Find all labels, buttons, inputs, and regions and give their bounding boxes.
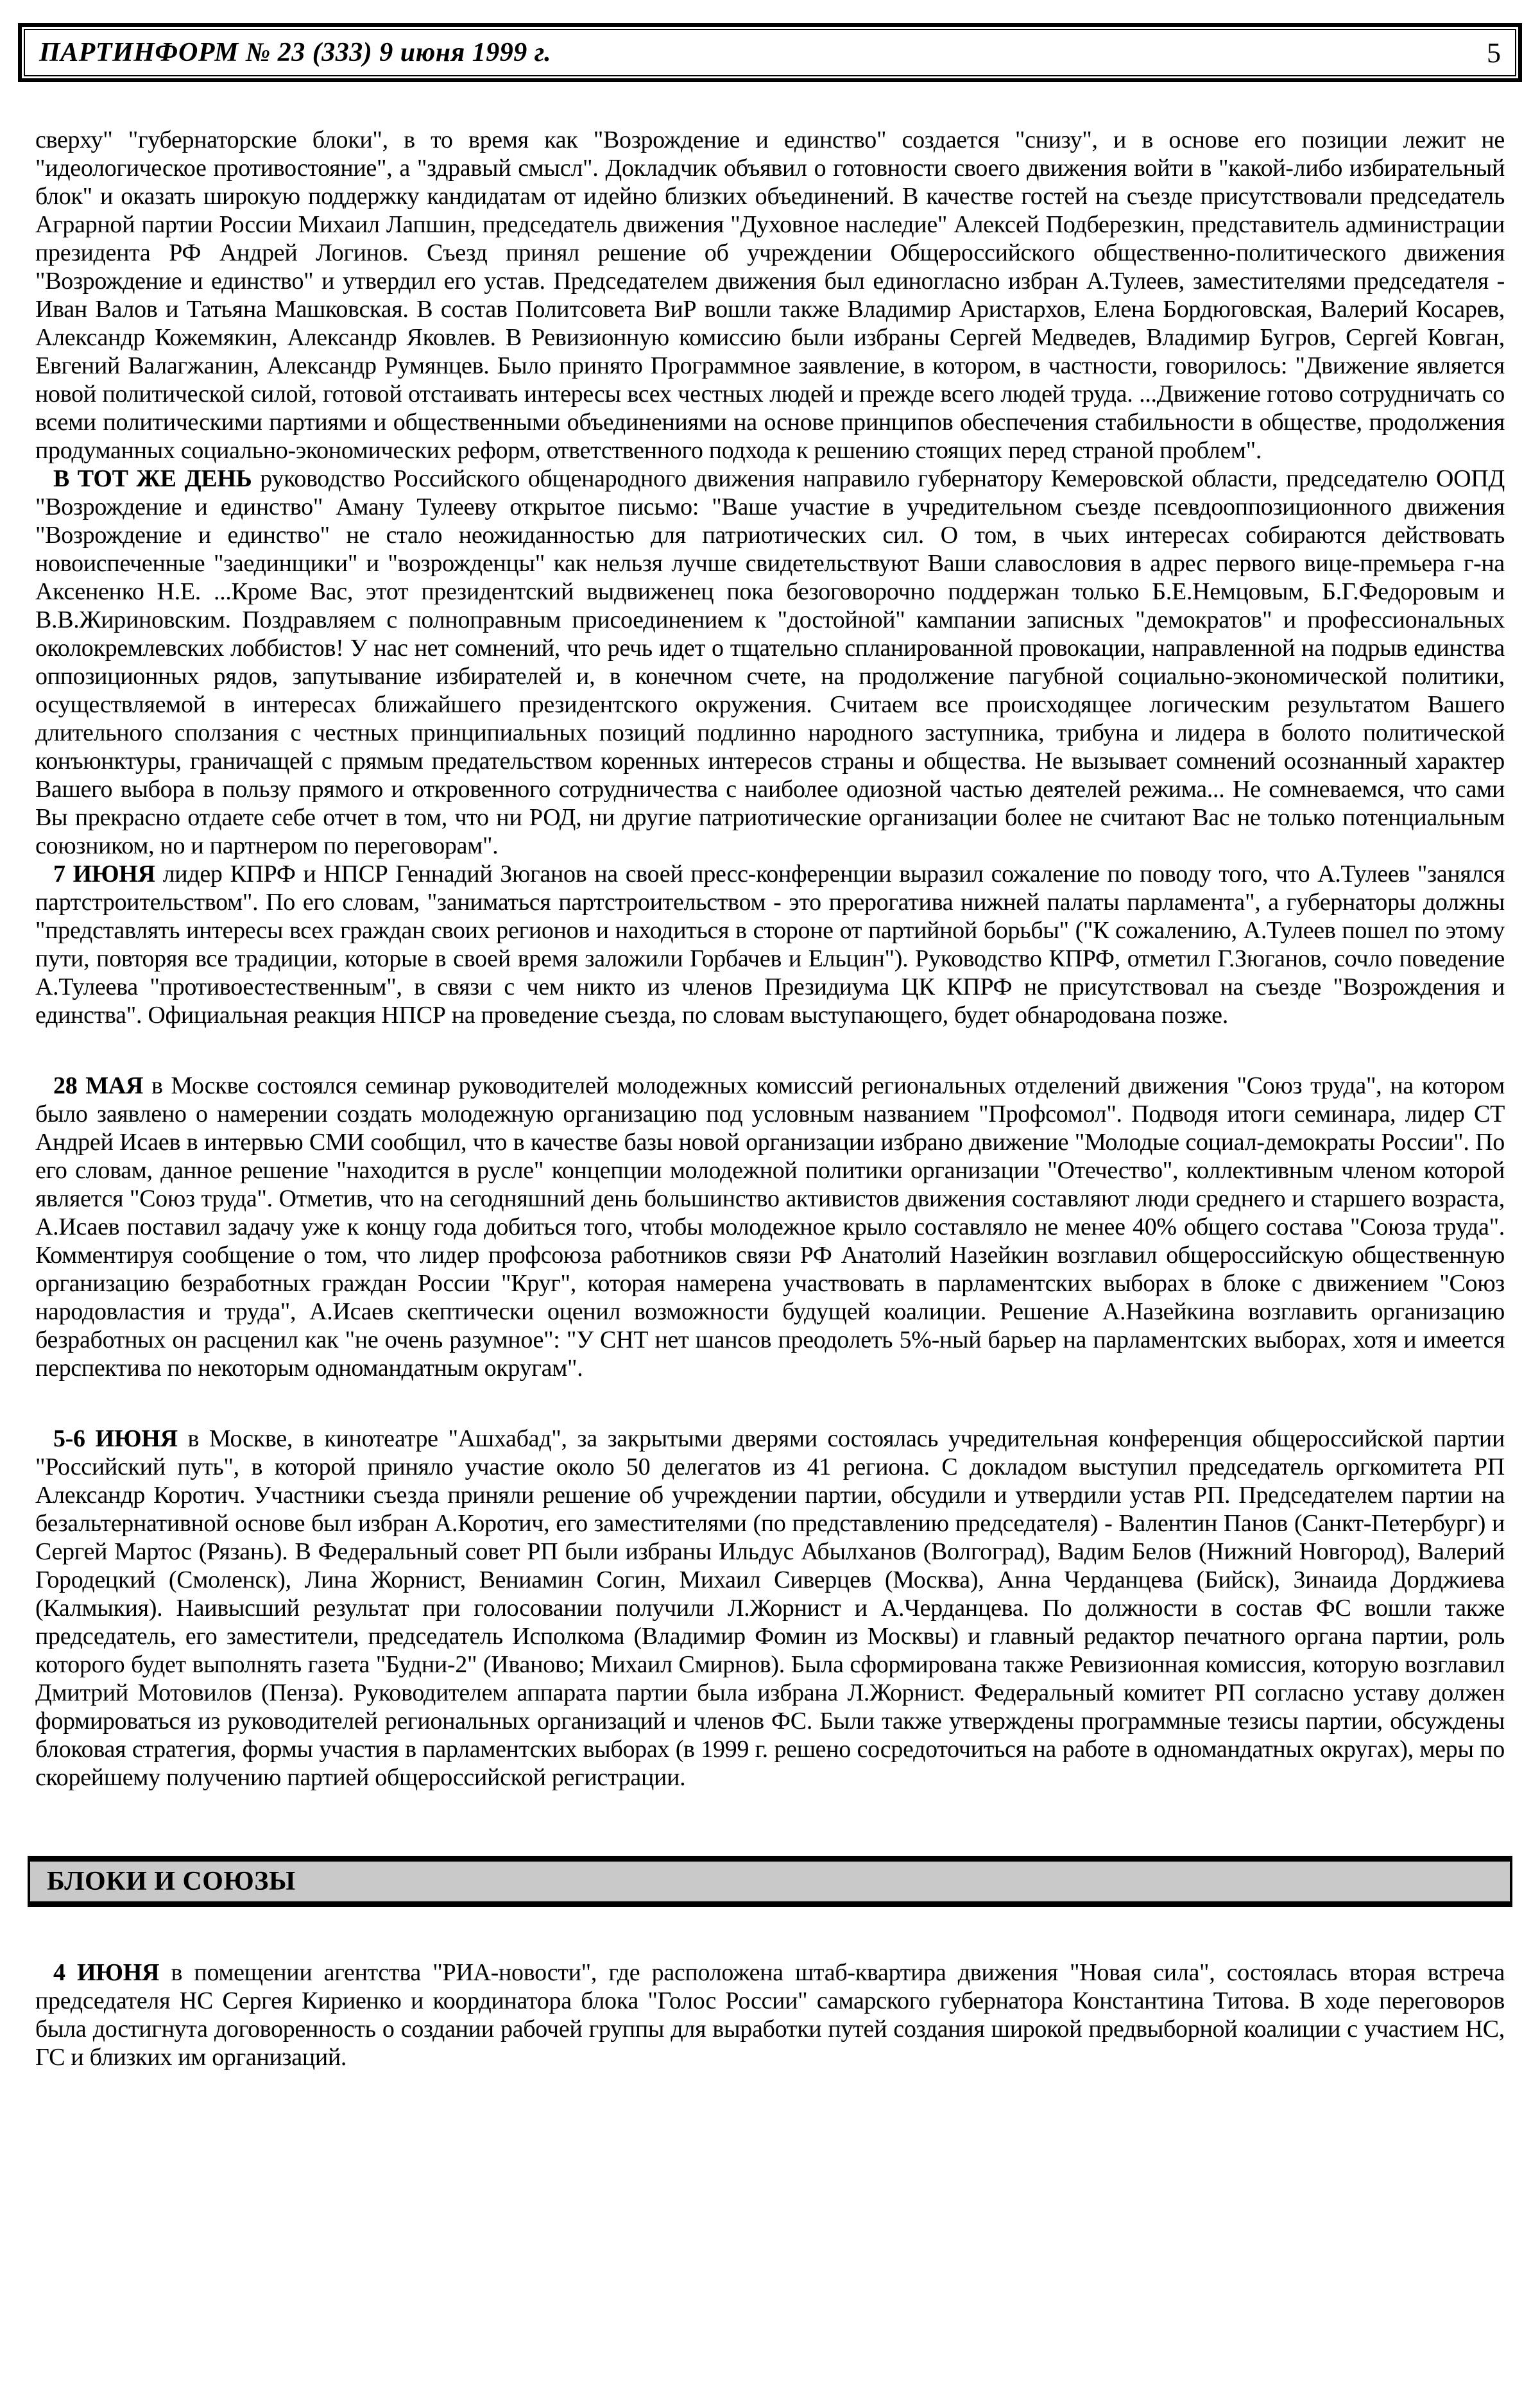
paragraph-date-lead: В ТОТ ЖЕ ДЕНЬ [53,465,252,492]
newsletter-title: ПАРТИНФОРМ № 23 (333) 9 июня 1999 г. [39,38,552,67]
paragraph-date-lead: 4 ИЮНЯ [53,1959,160,1986]
paragraph-same-day [35,465,1505,860]
page-header [18,23,1522,82]
paragraph-text: лидер КПРФ и НПСР Геннадий Зюганов на своей пресс-конференции выразил сожаление по поводу того, что А.Тулеев "занялся партстроительством". По его словам, "заниматься партстроительством - это прерогатива нижней палаты парламента", а губернаторы должны "представлять интересы всех граждан своих регионов и находиться в стороне от партийной борьбы" ("К сожалению, А.Тулеев пошел по этому пути, повторяя все традиции, которые в своей время заложили Горбачев и Ельцин"). Руководство КПРФ, отметил Г.Зюганов, сочло поведение А.Тулеева "противоестественным", в связи с чем никто из членов Президиума ЦК КПРФ не присутствовал на съезде "Возрождения и единства". Официальная реакция НПСР на проведение съезда, по словам выступающего, будет обнародована позже. [35,861,1505,1029]
page-number: 5 [1487,37,1501,69]
section-header-blocks-and-unions [28,1856,1512,1907]
paragraph-june-7 [35,860,1505,1029]
paragraph-june-4 [35,1958,1505,2071]
paragraph-date-lead: 28 МАЯ [53,1072,144,1099]
article-body [35,126,1505,2071]
paragraph-date-lead: 5-6 ИЮНЯ [53,1425,178,1452]
paragraph-text: сверху" "губернаторские блоки", в то время как "Возрождение и единство" создается "снизу", и в основе его позиции лежит не "идеологическое противостояние", а "здравый смысл". Докладчик объявил о готовности своего движения войти в "какой-либо избирательный блок" и оказать широкую поддержку кандидатам от идейно близких объединений. В качестве гостей на съезде присутствовали председатель Аграрной партии России Михаил Лапшин, председатель движения "Духовное наследие" Алексей Подберезкин, представитель администрации президента РФ Андрей Логинов. Съезд принял решение об учреждении Общероссийского общественно-политического движения "Возрождение и единство" и утвердил его устав. Председателем движения был единогласно избран А.Тулеев, заместителями председателя - Иван Валов и Татьяна Машковская. В состав Политсовета ВиР вошли также Владимир Аристархов, Елена Бордюговская, Валерий Косарев, Александр Кожемякин, Александр Яковлев. В Ревизионную комиссию были избраны Сергей Медведев, Владимир Бугров, Сергей Ковган, Евгений Валагжанин, Александр Румянцев. Было принято Программное заявление, в котором, в частности, говорилось: "Движение является новой политической силой, готовой отстаивать интересы всех честных людей и прежде всего людей труда. ...Движение готово сотрудничать со всеми политическими партиями и общественными объединениями на основе принципов обеспечения стабильности в обществе, продолжения продуманных социально-экономических реформ, ответственного подхода к решению стоящих перед страной проблем". [35,126,1505,464]
paragraph-may-28 [35,1072,1505,1382]
paragraph-date-lead: 7 ИЮНЯ [53,861,155,887]
page-header-frame [24,29,1516,76]
paragraph-text: руководство Российского общенародного движения направило губернатору Кемеровской области, председателю ООПД "Возрождение и единство" Аману Тулееву открытое письмо: "Ваше участие в учредительном съезде псевдооппозиционного движения "Возрождение и единство" не стало неожиданностью для патриотических сил. О том, в чьих интересах собираются действовать новоиспеченные "заединщики" и "возрожденцы" как нельзя лучше свидетельствуют Ваши славословия в адрес первого вице-премьера г-на Аксененко Н.Е. ...Кроме Вас, этот президентский выдвиженец пока безоговорочно поддержан только Б.Е.Немцовым, Б.Г.Федоровым и В.В.Жириновским. Поздравляем с полноправным присоединением к "достойной" кампании записных "демократов" и профессиональных околокремлевских лоббистов! У нас нет сомнений, что речь идет о тщательно спланированной провокации, направленной на подрыв единства оппозиционных рядов, запутывание избирателей и, в конечном счете, на продолжение пагубной социально-экономической политики, осуществляемой в интересах ближайшего президентского окружения. Считаем все происходящее логическим результатом Вашего длительного сползания с честных принципиальных позиций подлинно народного заступника, трибуна и лидера в болото политической конъюнктуры, граничащей с прямым предательством коренных интересов страны и общества. Не вызывает сомнений осознанный характер Вашего выбора в пользу прямого и откровенного сотрудничества с наиболее одиозной частью деятелей режима... Не сомневаемся, что сами Вы прекрасно отдаете себе отчет в том, что ни РОД, ни другие патриотические организации более не считают Вас не только потенциальным союзником, но и партнером по переговорам". [35,465,1505,859]
paragraph-text: в помещении агентства "РИА-новости", где расположена штаб-квартира движения "Новая сила", состоялась вторая встреча председателя НС Сергея Кириенко и координатора блока "Голос России" самарского губернатора Константина Титова. В ходе переговоров была достигнута договоренность о создании рабочей группы для выработки путей создания широкой предвыборной коалиции с участием НС, ГС и близких им организаций. [35,1959,1505,2071]
paragraph-june-5-6 [35,1425,1505,1792]
paragraph-continuation [35,126,1505,465]
section-header-label: БЛОКИ И СОЮЗЫ [47,1867,296,1896]
paragraph-text: в Москве, в кинотеатре "Ашхабад", за закрытыми дверями состоялась учредительная конференция общероссийской партии "Российский путь", в которой приняло участие около 50 делегатов из 41 региона. С докладом выступил председатель оргкомитета РП Александр Коротич. Участники съезда приняли решение об учреждении партии, обсудили и утвердили устав РП. Председателем партии на безальтернативной основе был избран А.Коротич, его заместителями (по представлению председателя) - Валентин Панов (Санкт-Петербург) и Сергей Мартос (Рязань). В Федеральный совет РП были избраны Ильдус Абылханов (Волгоград), Вадим Белов (Нижний Новгород), Валерий Городецкий (Смоленск), Лина Жорнист, Вениамин Согин, Михаил Сиверцев (Москва), Анна Черданцева (Бийск), Зинаида Дорджиева (Калмыкия). Наивысший результат при голосовании получили Л.Жорнист и А.Черданцева. По должности в состав ФС вошли также председатель, его заместители, председатель Исполкома (Владимир Фомин из Москвы) и главный редактор печатного органа партии, роль которого будет выполнять газета "Будни-2" (Иваново; Михаил Смирнов). Была сформирована также Ревизионная комиссия, которую возглавил Дмитрий Мотовилов (Пенза). Руководителем аппарата партии была избрана Л.Жорнист. Федеральный комитет РП согласно уставу должен формироваться из руководителей региональных организаций и членов ФС. Были также утверждены программные тезисы партии, обсуждены блоковая стратегия, формы участия в парламентских выборах (в 1999 г. решено сосредоточиться на работе в одномандатных округах), меры по скорейшему получению партией общероссийской регистрации. [35,1425,1505,1791]
paragraph-text: в Москве состоялся семинар руководителей молодежных комиссий региональных отделений движения "Союз труда", на котором было заявлено о намерении создать молодежную организацию под условным названием "Профсомол". Подводя итоги семинара, лидер СТ Андрей Исаев в интервью СМИ сообщил, что в качестве базы новой организации избрано движение "Молодые социал-демократы России". По его словам, данное решение "находится в русле" концепции молодежной политики организации "Отечество", коллективным членом которой является "Союз труда". Отметив, что на сегодняшний день большинство активистов движения составляют люди среднего и старшего возраста, А.Исаев поставил задачу уже к концу года добиться того, чтобы молодежное крыло составляло не менее 40% общего состава "Союза труда". Комментируя сообщение о том, что лидер профсоюза работников связи РФ Анатолий Назейкин возглавил общероссийскую общественную организацию безработных граждан России "Круг", которая намерена участвовать в парламентских выборах в блоке с движением "Союз народовластия и труда", А.Исаев скептически оценил возможности будущей коалиции. Решение А.Назейкина возглавить организацию безработных он расценил как "не очень разумное": "У СНТ нет шансов преодолеть 5%-ный барьер на парламентских выборах, хотя и имеется перспектива по некоторым одномандатным округам". [35,1072,1505,1382]
